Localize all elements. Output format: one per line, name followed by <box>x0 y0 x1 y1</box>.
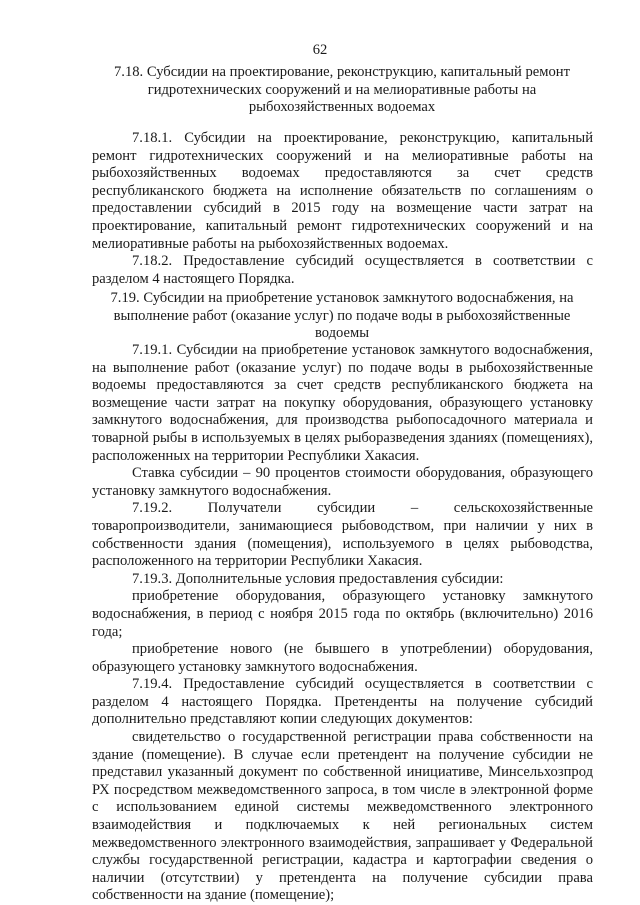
paragraph-condition-new-equipment: приобретение нового (не бывшего в употреблении) оборудования, образующего установку замкнутого водоснабжения. <box>92 641 593 675</box>
section-719-heading: 7.19. Субсидии на приобретение установок замкнутого водоснабжения, на выполнение работ (оказание услуг) по подаче воды в рыбохозяйственные водоемы <box>110 290 574 342</box>
page-number: 62 <box>312 42 328 58</box>
paragraph-condition-purchase-period: приобретение оборудования, образующего установку замкнутого водоснабжения, в период с ноября 2015 года по октябрь (включительно) 2016 года; <box>92 588 593 640</box>
paragraph-7-19-3: 7.19.3. Дополнительные условия предоставления субсидии: <box>132 570 504 587</box>
section-718-body <box>92 130 593 288</box>
paragraph-7-18-1: 7.18.1. Субсидии на проектирование, реконструкцию, капитальный ремонт гидротехнических сооружений и на мелиоративные работы на рыбохозяйственных водоемах предоставляются за счет средств республиканского бюджета на исполнение обязательств по соглашениям о предоставлении субсидий в 2015 году на возмещение части затрат на проектирование, капитальный ремонт гидротехнических сооружений и на мелиоративные работы на рыбохозяйственных водоемах. <box>92 130 593 252</box>
paragraph-ownership-certificate: свидетельство о государственной регистрации права собственности на здание (помещение). В случае если претендент на получение субсидии не представил указанный документ по собственной инициативе, Минсельхозпрод РХ посредством межведомственного запроса, в том числе в электронной форме с использованием единой системы межведомственного электронного взаимодействия и подключаемых к ней региональных систем межведомственного электронного взаимодействия, запрашивает у Федеральной службы государственной регистрации, кадастра и картографии сведения о наличии (отсутствии) у претендента на получение субсидии права собственности на здание (помещение); <box>92 729 593 904</box>
section-718-heading: 7.18. Субсидии на проектирование, реконструкцию, капитальный ремонт гидротехнических сооружений и на мелиоративные работы на рыбохозяйственных водоемах <box>114 64 570 116</box>
paragraph-7-19-1: 7.19.1. Субсидии на приобретение установок замкнутого водоснабжения, на выполнение работ (оказание услуг) по подаче воды в рыбохозяйственные водоемы предоставляются за счет средств республиканского бюджета на возмещение части затрат на покупку оборудования, образующего установку замкнутого водоснабжения, для производства рыбопосадочного материала и товарной рыбы в используемых в целях рыборазведения зданиях (помещениях), расположенных на территории Республики Хакасия. <box>92 342 593 464</box>
paragraph-subsidy-rate: Ставка субсидии – 90 процентов стоимости оборудования, образующего установку замкнутого водоснабжения. <box>92 465 593 499</box>
paragraph-7-19-2: 7.19.2. Получатели субсидии – сельскохозяйственные товаропроизводители, занимающиеся рыбоводством, при наличии у них в собственности здания (помещения), используемого в целях рыбоводства, расположенного на территории Республики Хакасия. <box>92 500 593 570</box>
section-719-body <box>92 342 593 905</box>
paragraph-7-18-2: 7.18.2. Предоставление субсидий осуществляется в соответствии с разделом 4 настоящего Порядка. <box>92 253 593 287</box>
paragraph-7-19-4: 7.19.4. Предоставление субсидий осуществляется в соответствии с разделом 4 настоящего Порядка. Претенденты на получение субсидий дополнительно представляют копии следующих документов: <box>92 676 593 728</box>
